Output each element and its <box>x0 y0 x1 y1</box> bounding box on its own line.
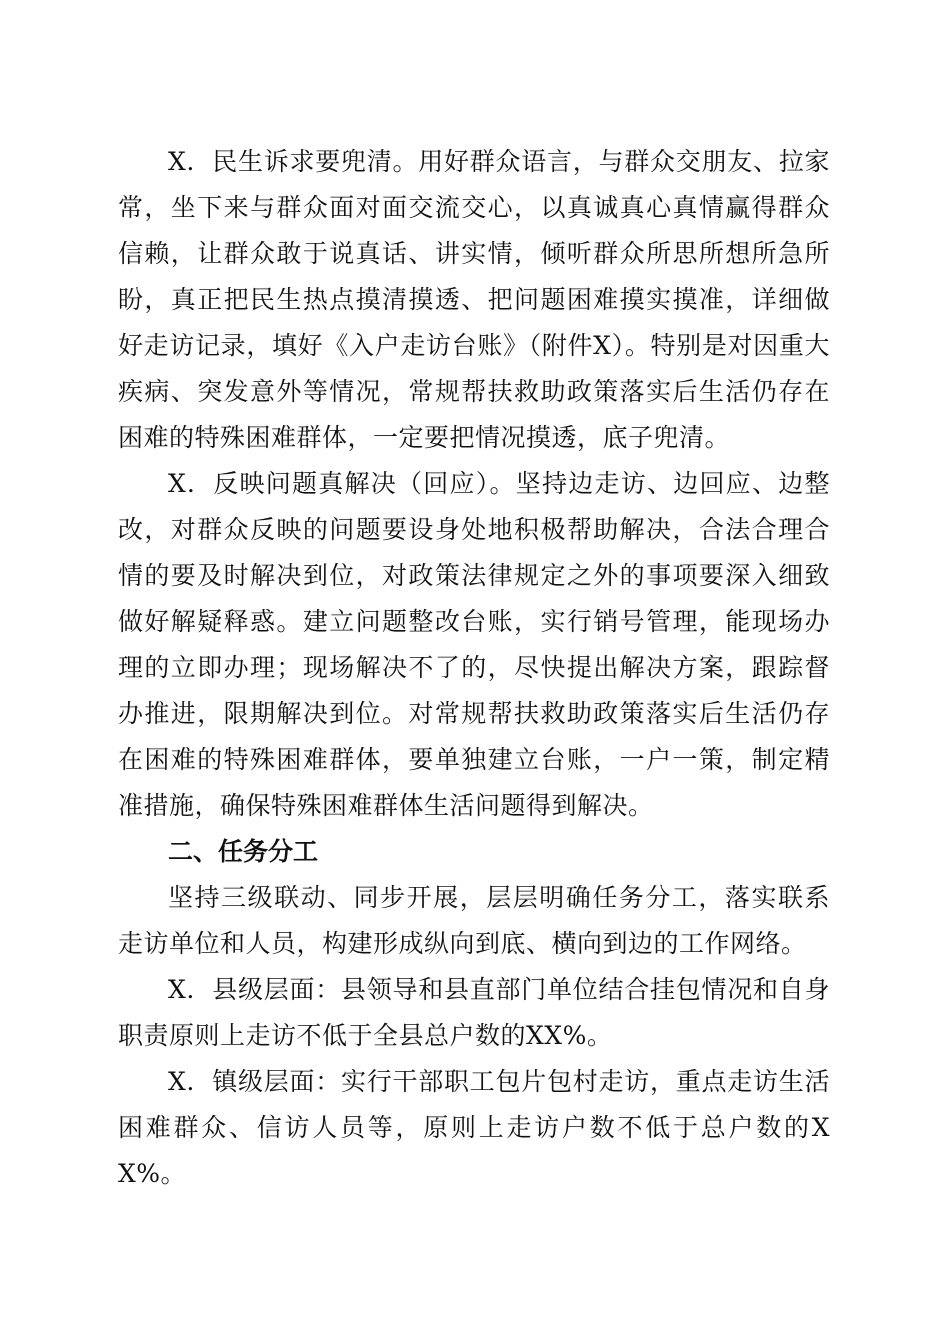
paragraph-town-level: X．镇级层面：实行干部职工包片包村走访，重点走访生活困难群众、信访人员等，原则上走访户数不低于总户数的XX%。 <box>118 1067 830 1188</box>
paragraph-livelihood-demands: X．民生诉求要兜清。用好群众语言，与群众交朋友、拉家常，坐下来与群众面对面交流交心，以真诚真心真情赢得群众信赖，让群众敢于说真话、讲实情，倾听群众所思所想所急所盼，真正把民生热点摸清摸透、把问题困难摸实摸准，详细做好走访记录，填好《入户走访台账》（附件X）。特别是对因重大疾病、突发意外等情况，常规帮扶救助政策落实后生活仍存在困难的特殊困难群体，一定要把情况摸透，底子兜清。 <box>118 147 830 452</box>
section-heading-task-division: 二、任务分工 <box>168 837 319 866</box>
paragraph-county-level: X．县级层面：县领导和县直部门单位结合挂包情况和自身职责原则上走访不低于全县总户数的XX%。 <box>118 975 830 1050</box>
document-body <box>118 139 830 1197</box>
paragraph-three-level-linkage: 坚持三级联动、同步开展，层层明确任务分工，落实联系走访单位和人员，构建形成纵向到底、横向到边的工作网络。 <box>118 883 830 958</box>
paragraph-problem-resolution: X．反映问题真解决（回应）。坚持边走访、边回应、边整改，对群众反映的问题要设身处地积极帮助解决，合法合理合情的要及时解决到位，对政策法律规定之外的事项要深入细致做好解疑释惑。建立问题整改台账，实行销号管理，能现场办理的立即办理；现场解决不了的，尽快提出解决方案，跟踪督办推进，限期解决到位。对常规帮扶救助政策落实后生活仍存在困难的特殊困难群体，要单独建立台账，一户一策，制定精准措施，确保特殊困难群体生活问题得到解决。 <box>118 469 830 820</box>
